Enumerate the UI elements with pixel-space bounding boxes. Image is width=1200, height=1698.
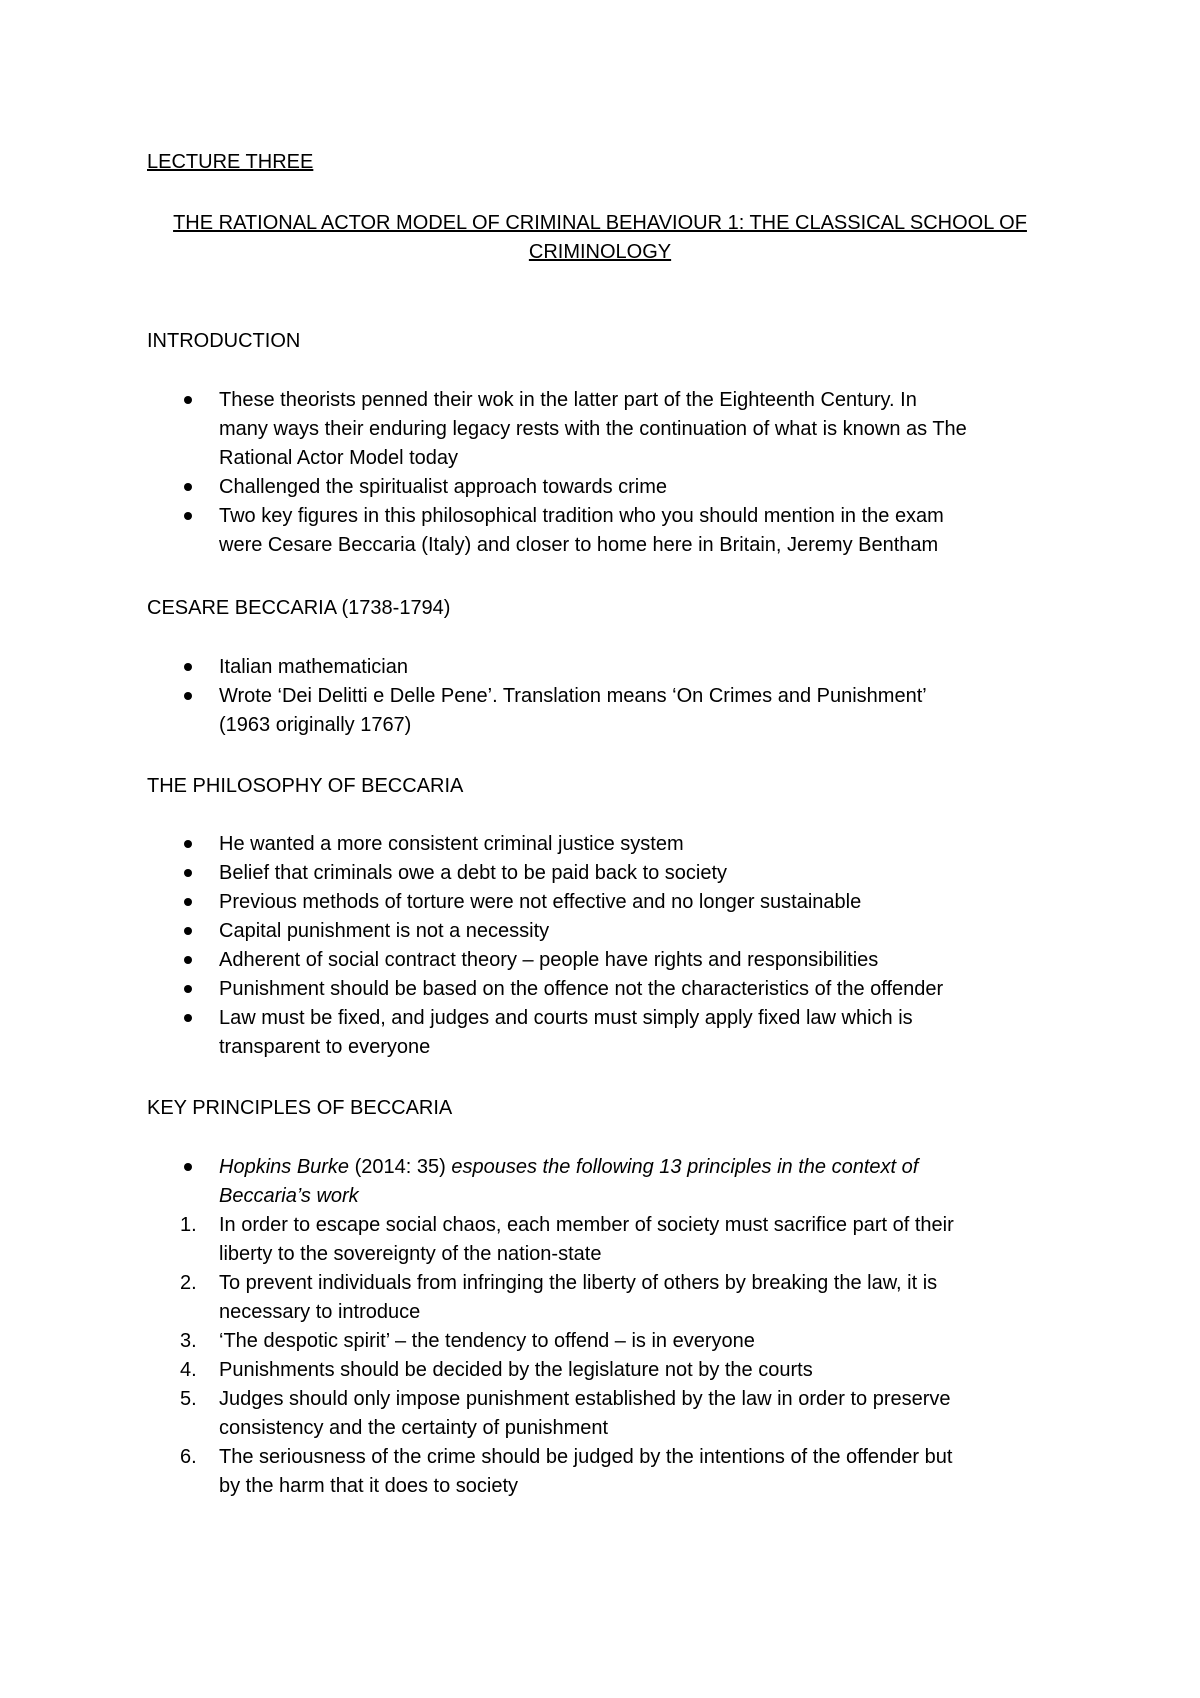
- bullet-marker: [184, 927, 192, 935]
- bullet-marker: [184, 483, 192, 491]
- principle-1-line-1: In order to escape social chaos, each member of society must sacrifice part of their: [219, 1214, 954, 1236]
- bio-bullet-2-line-2: (1963 originally 1767): [219, 714, 412, 736]
- principle-5-line-1: Judges should only impose punishment established by the law in order to preserve: [219, 1388, 951, 1410]
- principle-6-line-2: by the harm that it does to society: [219, 1475, 519, 1497]
- intro-bullet-3-line-1: Two key figures in this philosophical tradition who you should mention in the exam: [219, 505, 944, 527]
- philosophy-bullet-2: Belief that criminals owe a debt to be paid back to society: [219, 862, 728, 884]
- title-line-1: THE RATIONAL ACTOR MODEL OF CRIMINAL BEHAVIOUR 1: THE CLASSICAL SCHOOL OF: [173, 212, 1027, 234]
- principles-intro-line-2: Beccaria’s work: [219, 1185, 359, 1207]
- bullet-marker: [184, 898, 192, 906]
- philosophy-bullet-5: Adherent of social contract theory – people have rights and responsibilities: [219, 949, 879, 971]
- lecture-label: LECTURE THREE: [147, 151, 314, 173]
- bullet-marker: [184, 869, 192, 877]
- principles-intro-line-1: [219, 1153, 918, 1181]
- philosophy-bullet-3: Previous methods of torture were not effective and no longer sustainable: [219, 891, 862, 913]
- principle-2-line-2: necessary to introduce: [219, 1301, 421, 1323]
- philosophy-bullet-6: Punishment should be based on the offence not the characteristics of the offender: [219, 978, 944, 1000]
- bullet-marker: [184, 396, 192, 404]
- philosophy-heading: THE PHILOSOPHY OF BECCARIA: [147, 775, 464, 797]
- intro-bullet-1-line-1: These theorists penned their wok in the latter part of the Eighteenth Century. In: [219, 389, 917, 411]
- philosophy-bullet-7-line-2: transparent to everyone: [219, 1036, 431, 1058]
- intro-bullet-1-line-3: Rational Actor Model today: [219, 447, 459, 469]
- principles-author: Hopkins Burke: [219, 1156, 350, 1178]
- philosophy-bullet-1: He wanted a more consistent criminal justice system: [219, 833, 684, 855]
- bio-bullet-2-line-1: Wrote ‘Dei Delitti e Delle Pene’. Translation means ‘On Crimes and Punishment’: [219, 685, 927, 707]
- principle-number: 1.: [180, 1214, 197, 1236]
- principle-number: 4.: [180, 1359, 197, 1381]
- principle-number: 5.: [180, 1388, 197, 1410]
- bullet-marker: [184, 1014, 192, 1022]
- bullet-marker: [184, 985, 192, 993]
- intro-bullet-3-line-2: were Cesare Beccaria (Italy) and closer to home here in Britain, Jeremy Bentham: [219, 534, 939, 556]
- principle-number: 6.: [180, 1446, 197, 1468]
- bullet-marker: [184, 840, 192, 848]
- introduction-heading: INTRODUCTION: [147, 330, 301, 352]
- principles-citation: (2014: 35): [349, 1156, 452, 1178]
- principle-1-line-2: liberty to the sovereignty of the nation-state: [219, 1243, 602, 1265]
- principle-5-line-2: consistency and the certainty of punishment: [219, 1417, 609, 1439]
- bullet-marker: [184, 1163, 192, 1171]
- philosophy-bullet-7-line-1: Law must be fixed, and judges and courts must simply apply fixed law which is: [219, 1007, 913, 1029]
- bullet-marker: [184, 956, 192, 964]
- principle-4: Punishments should be decided by the legislature not by the courts: [219, 1359, 813, 1381]
- bio-bullet-1: Italian mathematician: [219, 656, 408, 678]
- key-principles-heading: KEY PRINCIPLES OF BECCARIA: [147, 1097, 453, 1119]
- principle-number: 3.: [180, 1330, 197, 1352]
- principle-3: ‘The despotic spirit’ – the tendency to offend – is in everyone: [219, 1330, 755, 1352]
- bullet-marker: [184, 512, 192, 520]
- bullet-marker: [184, 663, 192, 671]
- principle-6-line-1: The seriousness of the crime should be judged by the intentions of the offender but: [219, 1446, 953, 1468]
- title-line-2: CRIMINOLOGY: [528, 241, 672, 263]
- principles-intro-text: espouses the following 13 principles in the context of: [451, 1156, 919, 1178]
- intro-bullet-2: Challenged the spiritualist approach towards crime: [219, 476, 668, 498]
- principle-number: 2.: [180, 1272, 197, 1294]
- philosophy-bullet-4: Capital punishment is not a necessity: [219, 920, 550, 942]
- bullet-marker: [184, 692, 192, 700]
- beccaria-bio-heading: CESARE BECCARIA (1738-1794): [147, 597, 451, 619]
- intro-bullet-1-line-2: many ways their enduring legacy rests with the continuation of what is known as The: [219, 418, 967, 440]
- principle-2-line-1: To prevent individuals from infringing the liberty of others by breaking the law, it is: [219, 1272, 938, 1294]
